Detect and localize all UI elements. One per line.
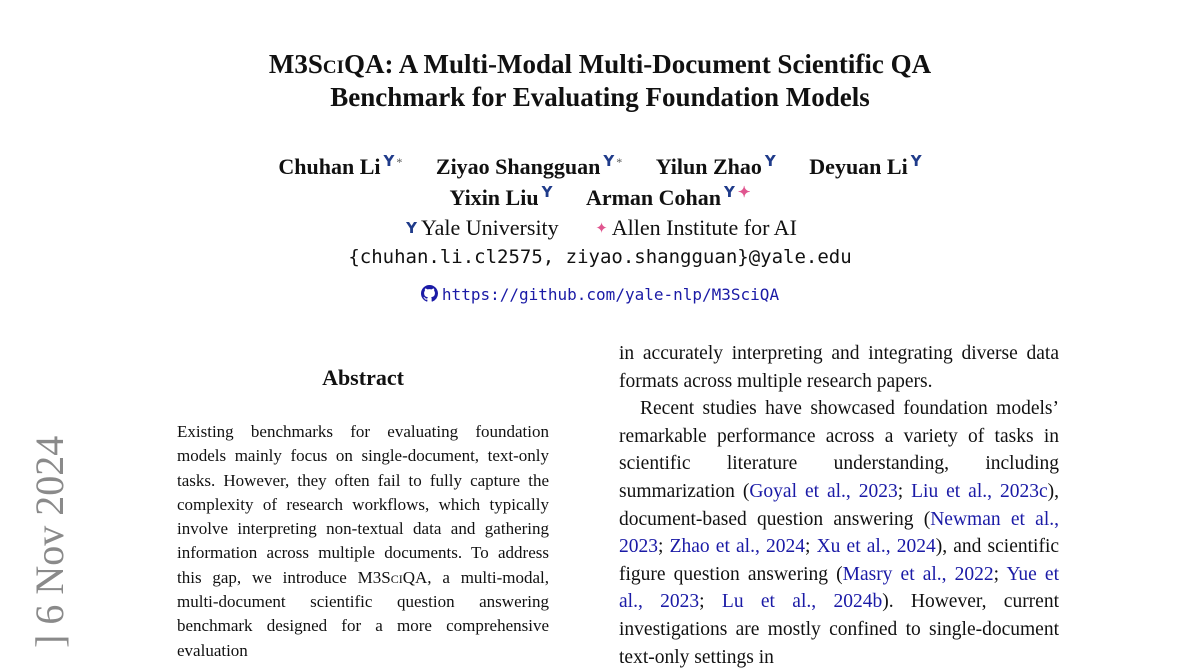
intro-text: ; xyxy=(658,536,670,558)
citation-link[interactable]: Goyal et al., 2023 xyxy=(749,480,898,502)
title-prefix: M3 xyxy=(268,49,308,79)
author-name: Yilun Zhao xyxy=(655,154,762,179)
repo-link[interactable] xyxy=(421,285,779,304)
author-name: Chuhan Li xyxy=(278,154,381,179)
author-row-2 xyxy=(0,182,1200,213)
title-smallcaps: SciQA xyxy=(307,49,385,79)
intro-text: ; xyxy=(897,480,912,502)
author-0: Chuhan Li Y * xyxy=(278,151,403,179)
github-icon xyxy=(421,285,438,308)
author-name: Arman Cohan xyxy=(585,185,722,210)
repo-url: https://github.com/yale-nlp/M3SciQA xyxy=(441,285,780,304)
equal-contribution-mark: * xyxy=(396,154,403,169)
citation-link[interactable]: Newman et al., 2023 xyxy=(619,508,1059,558)
repo-link-row xyxy=(0,284,1200,308)
citation-link[interactable]: Liu et al., 2023c xyxy=(911,480,1048,502)
title-line-2: Benchmark for Evaluating Foundation Models xyxy=(330,82,870,112)
intro-text: ), and scientific figure question answering ( xyxy=(619,536,1060,585)
citation-link[interactable]: Masry et al., 2022 xyxy=(842,563,994,585)
author-5: Arman Cohan Y ✦ xyxy=(585,182,751,210)
author-name: Yixin Liu xyxy=(449,185,539,210)
affiliation-ai2-label: Allen Institute for AI xyxy=(611,215,797,240)
author-row-1 xyxy=(0,151,1200,182)
author-4: Yixin Liu Y xyxy=(449,182,553,210)
paper-title xyxy=(0,48,1200,114)
author-2: Yilun Zhao Y xyxy=(655,151,776,179)
abstract-body xyxy=(177,420,549,663)
intro-column xyxy=(619,340,1059,671)
abstract-paragraph xyxy=(177,420,549,663)
affiliations xyxy=(0,214,1200,242)
abstract-text-a: Existing benchmarks for evaluating foundation models mainly focus on single-document, text-only tasks. However, they often fail to fully capture the complexity of research workflows, which typically involve interpreting non-textual data and gathering information across multiple documents. To address this gap, we introduce xyxy=(177,422,549,587)
intro-text: ; xyxy=(993,563,1007,585)
intro-paragraph-2 xyxy=(619,395,1059,671)
intro-text: ; xyxy=(804,536,817,558)
author-name: Ziyao Shangguan xyxy=(435,154,601,179)
author-1: Ziyao Shangguan Y * xyxy=(435,151,623,179)
citation-link[interactable]: Zhao et al., 2024 xyxy=(669,536,805,558)
author-3: Deyuan Li Y xyxy=(809,151,922,179)
intro-text: ), document-based question answering ( xyxy=(619,480,1059,530)
abstract-text-b: , a multi-modal, multi-document scientific question answering benchmark designed for a more comprehensive evaluation xyxy=(177,567,549,660)
affiliation-yale: Y Yale University xyxy=(406,215,559,240)
intro-text: Recent studies have showcased foundation models’ remarkable performance across a variety of tasks in scientific literature understanding, including summarization ( xyxy=(619,398,1059,502)
intro-paragraph-1: in accurately interpreting and integrating diverse data formats across multiple research papers. xyxy=(619,343,1059,392)
equal-contribution-mark: * xyxy=(616,154,623,169)
abstract-benchmark-name: M3SciQA xyxy=(357,567,428,587)
author-list xyxy=(0,151,1200,213)
affiliation-yale-label: Yale University xyxy=(420,215,559,240)
title-line-1 xyxy=(0,48,1200,81)
author-name: Deyuan Li xyxy=(809,154,908,179)
title-suffix: : A Multi-Modal Multi-Document Scientific QA xyxy=(384,49,932,79)
abstract-heading: Abstract xyxy=(322,365,404,390)
intro-text: ). However, current investigations are mostly confined to single-document text-only settings in xyxy=(619,591,1060,668)
arxiv-stamp: ] 6 Nov 2024 xyxy=(27,435,72,648)
citation-link[interactable]: Xu et al., 2024 xyxy=(816,536,936,558)
author-emails: {chuhan.li.cl2575, ziyao.shangguan}@yale.edu xyxy=(348,246,852,268)
citation-link[interactable]: Yue et al., 2023 xyxy=(619,563,1059,613)
citation-link[interactable]: Lu et al., 2024b xyxy=(721,591,883,613)
affiliation-ai2: ✦ Allen Institute for AI xyxy=(595,215,797,240)
intro-text: ; xyxy=(699,591,722,613)
